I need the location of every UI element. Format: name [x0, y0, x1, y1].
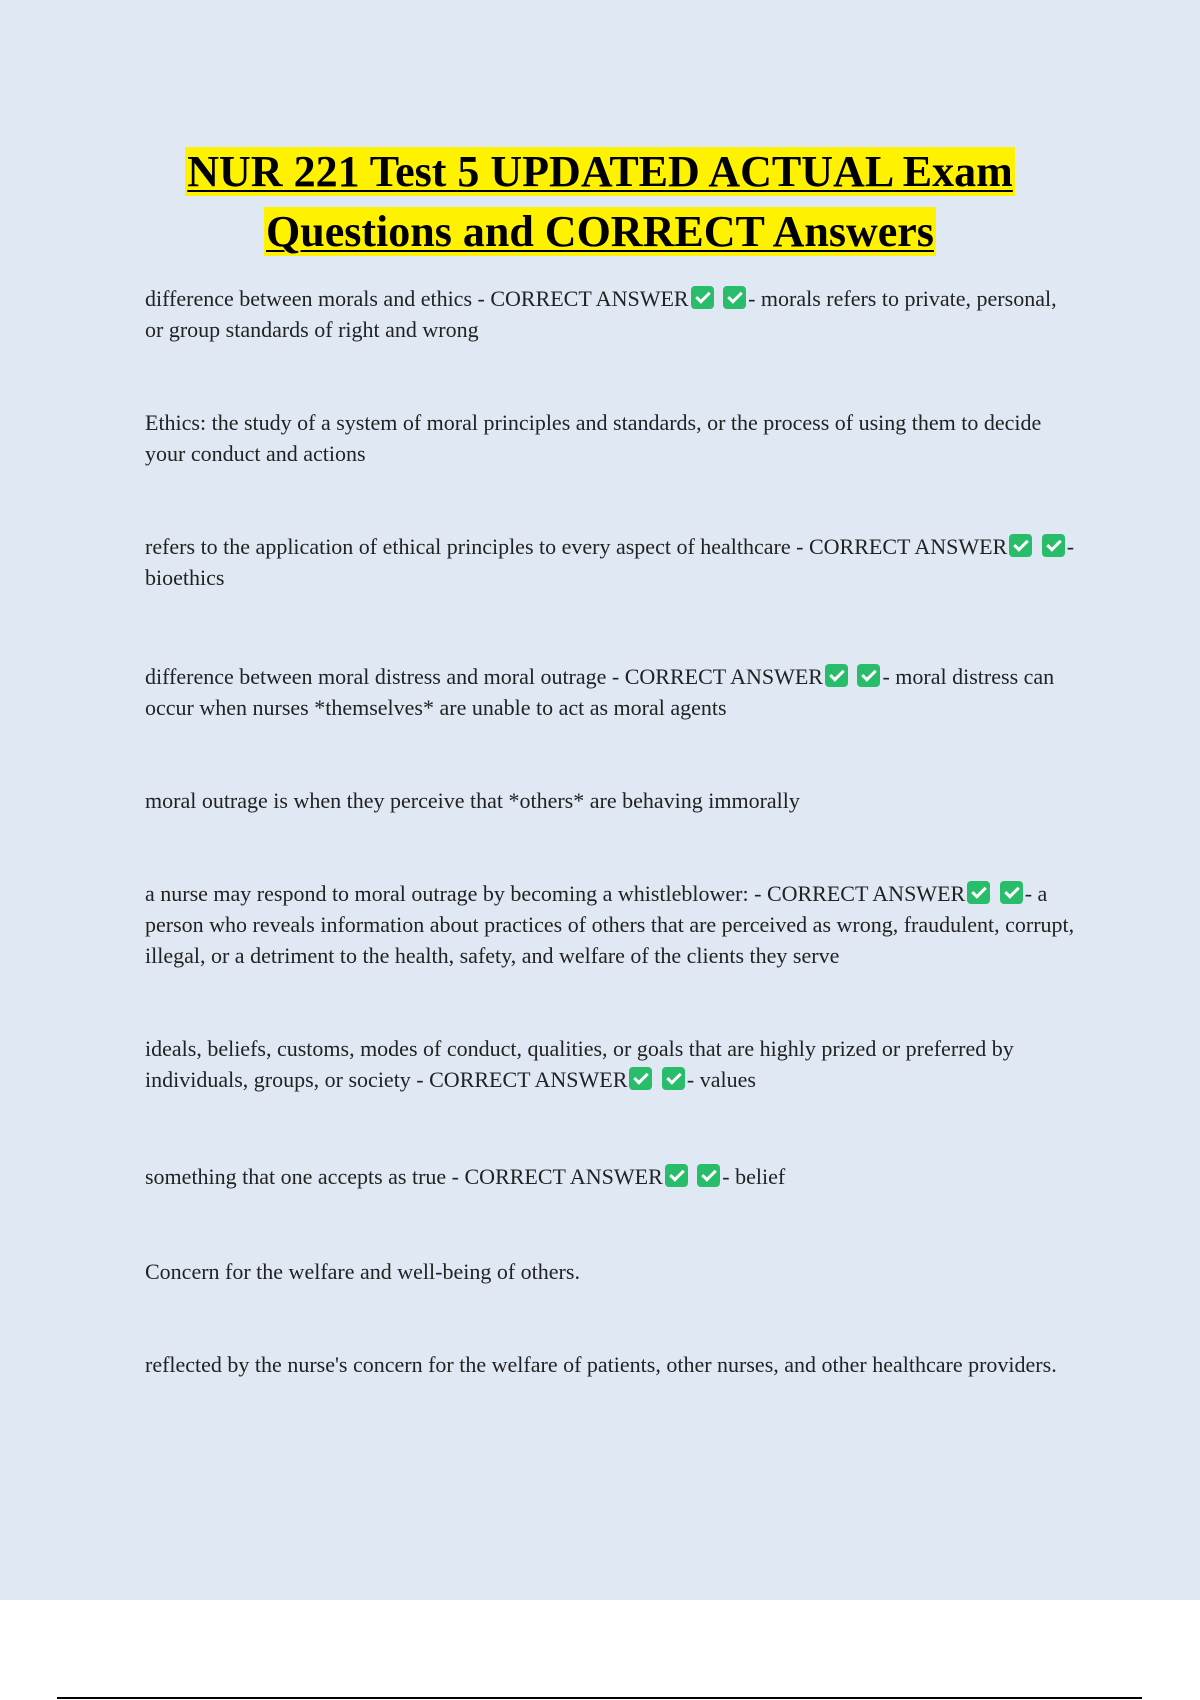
title-line-2: Questions and CORRECT Answers [266, 207, 934, 256]
answer-text: - morals refers to private, personal, or group standards of right and wrong [145, 286, 1057, 342]
body-text: moral outrage is when they perceive that *others* are behaving immorally [145, 788, 800, 813]
check-icon [662, 1067, 685, 1090]
check-icon [857, 664, 880, 687]
check-icon [723, 286, 746, 309]
text-entry [145, 1256, 1080, 1287]
check-icon [825, 664, 848, 687]
answer-text: - values [686, 1067, 756, 1092]
question-text: refers to the application of ethical principles to every aspect of healthcare - CORRECT ANSWER [145, 534, 1008, 559]
check-icon [967, 881, 990, 904]
qa-entry [145, 531, 1080, 593]
title-line-1: NUR 221 Test 5 UPDATED ACTUAL Exam [187, 147, 1013, 196]
answer-text: - belief [722, 1164, 786, 1189]
check-icon [1009, 534, 1032, 557]
check-icon [691, 286, 714, 309]
question-text: something that one accepts as true - CORRECT ANSWER [145, 1164, 663, 1189]
qa-entry [145, 661, 1080, 723]
question-text: difference between moral distress and moral outrage - CORRECT ANSWER [145, 664, 823, 689]
qa-entry [145, 878, 1080, 971]
check-icon [1042, 534, 1065, 557]
question-text: difference between morals and ethics - CORRECT ANSWER [145, 286, 689, 311]
check-icon [697, 1164, 720, 1187]
document-title [0, 142, 1200, 262]
check-icon [629, 1067, 652, 1090]
body-text: Ethics: the study of a system of moral principles and standards, or the process of using them to decide your conduct and actions [145, 410, 1042, 466]
check-icon [665, 1164, 688, 1187]
qa-list [145, 283, 1080, 1380]
question-text: ideals, beliefs, customs, modes of conduct, qualities, or goals that are highly prized or preferred by individuals, groups, or society - CORRECT ANSWER [145, 1036, 1014, 1092]
body-text: Concern for the welfare and well-being of others. [145, 1259, 580, 1284]
text-entry [145, 1349, 1080, 1380]
text-entry [145, 785, 1080, 816]
answer-text: - moral distress can occur when nurses *themselves* are unable to act as moral agents [145, 664, 1055, 720]
footer-divider [57, 1697, 1142, 1699]
answer-text: - a person who reveals information about practices of others that are perceived as wrong, fraudulent, corrupt, illegal, or a detriment to the health, safety, and welfare of the clients they serve [145, 881, 1075, 968]
qa-entry [145, 283, 1080, 345]
text-entry [145, 407, 1080, 469]
body-text: reflected by the nurse's concern for the welfare of patients, other nurses, and other healthcare providers. [145, 1352, 1057, 1377]
qa-entry [145, 1161, 1080, 1192]
check-icon [1000, 881, 1023, 904]
answer-text: - bioethics [145, 534, 1075, 590]
question-text: a nurse may respond to moral outrage by becoming a whistleblower: - CORRECT ANSWER [145, 881, 966, 906]
qa-entry [145, 1033, 1080, 1095]
